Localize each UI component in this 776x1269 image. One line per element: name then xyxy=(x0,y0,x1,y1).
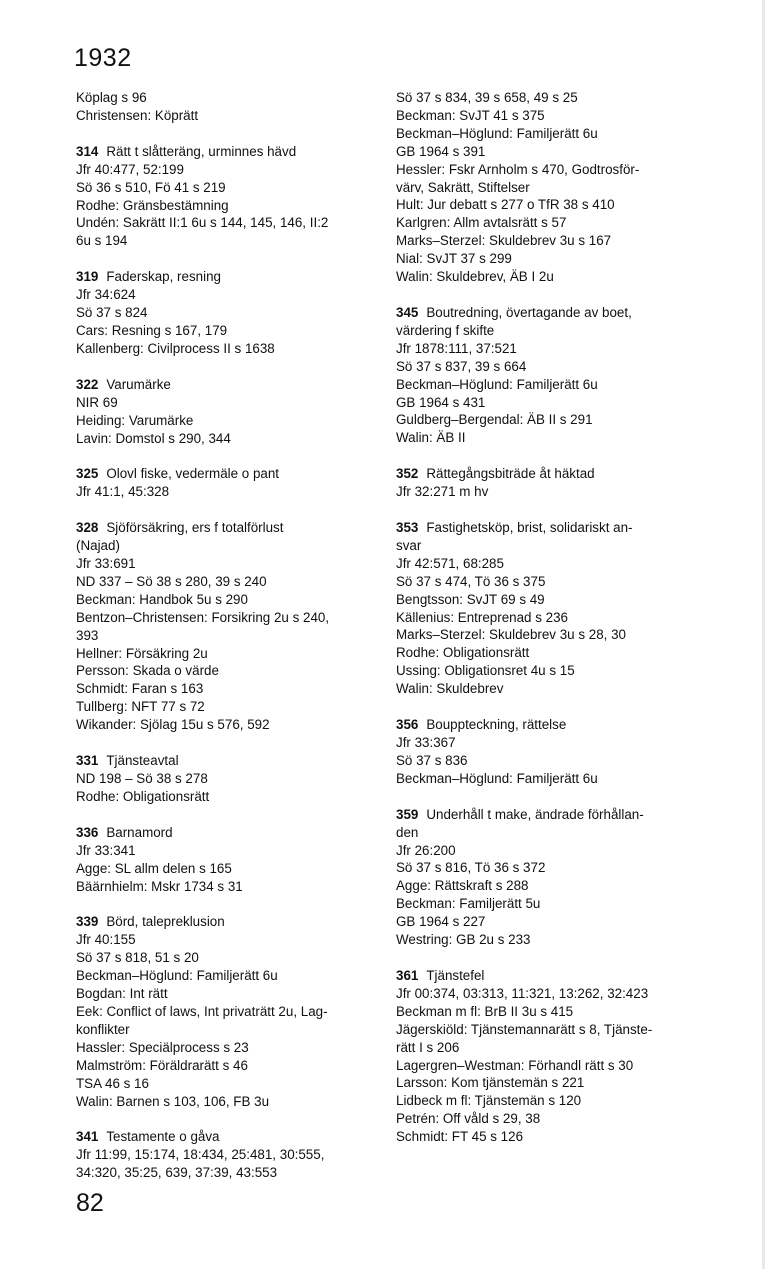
entry-reference-line xyxy=(76,179,376,197)
entry-text: Fastighetsköp, brist, solidariskt an- xyxy=(426,520,633,536)
entry-text: Bogdan: Int rätt xyxy=(76,986,168,1002)
entry-title-line xyxy=(396,89,681,107)
entry-text: Underhåll t make, ändrade förhållan- xyxy=(426,806,644,822)
entry-text: ND 198 – Sö 38 s 278 xyxy=(76,771,208,786)
entry-reference-line xyxy=(76,573,376,591)
entry-text: Jfr 1878:111, 37:521 xyxy=(396,340,517,356)
entry-reference-line xyxy=(76,985,376,1003)
entry-reference-line xyxy=(76,1057,376,1075)
case-entry xyxy=(76,268,376,358)
entry-text: Beckman: SvJT 41 s 375 xyxy=(396,107,545,123)
case-number: 341 xyxy=(76,1129,99,1145)
entry-text: Hessler: Fskr Arnholm s 470, Godtrosför- xyxy=(396,161,640,177)
entry-text: Guldberg–Bergendal: ÄB II s 291 xyxy=(396,412,593,428)
entry-reference-line xyxy=(76,304,376,322)
entry-text: Wikander: Sjölag 15u s 576, 592 xyxy=(76,717,270,733)
entry-reference-line xyxy=(76,430,376,448)
entry-title-line xyxy=(76,1128,376,1146)
entry-text: Sö 37 s 837, 39 s 664 xyxy=(396,358,527,374)
entry-title-line xyxy=(396,519,681,537)
case-number: 328 xyxy=(76,520,99,536)
entry-text: Hellner: Försäkring 2u xyxy=(76,645,208,661)
entry-text: Persson: Skada o värde xyxy=(76,663,219,679)
entry-text: Agge: SL allm delen s 165 xyxy=(76,860,232,876)
entry-text: värdering f skifte xyxy=(396,322,495,338)
case-entry xyxy=(76,465,376,501)
entry-text: Rodhe: Obligationsrätt xyxy=(76,788,210,804)
entry-reference-line xyxy=(396,877,681,895)
entry-text: Lidbeck m fl: Tjänstemän s 120 xyxy=(396,1093,582,1109)
entry-title-line xyxy=(396,304,681,322)
case-number: 345 xyxy=(396,304,419,320)
entry-reference-line xyxy=(396,429,681,447)
entry-text: Tullberg: NFT 77 s 72 xyxy=(76,699,205,715)
entry-text: Walin: Barnen s 103, 106, FB 3u xyxy=(76,1093,270,1109)
entry-title-line xyxy=(396,967,681,985)
entry-reference-line xyxy=(76,967,376,985)
entry-reference-line xyxy=(396,1003,681,1021)
entry-reference-line xyxy=(396,1039,681,1057)
entry-text: Sö 37 s 836 xyxy=(396,752,468,768)
entry-reference-line xyxy=(396,824,681,842)
entry-text: Jfr 11:99, 15:174, 18:434, 25:481, 30:555, xyxy=(76,1147,325,1163)
entry-reference-line xyxy=(76,1039,376,1057)
entry-text: Sö 37 s 818, 51 s 20 xyxy=(76,950,199,966)
entry-reference-line xyxy=(396,232,681,250)
entry-reference-line xyxy=(396,411,681,429)
case-number: 322 xyxy=(76,376,99,392)
entry-text: 393 xyxy=(76,627,99,643)
entry-reference-line xyxy=(396,1074,681,1092)
entry-reference-line xyxy=(76,1075,376,1093)
entry-reference-line xyxy=(76,645,376,663)
entry-text: Beckman–Höglund: Familjerätt 6u xyxy=(396,770,598,786)
entry-reference-line xyxy=(76,680,376,698)
entry-reference-line xyxy=(76,483,376,501)
page-edge-shadow xyxy=(762,0,765,1269)
case-number: 319 xyxy=(76,269,99,285)
entry-text: 34:320, 35:25, 639, 37:39, 43:553 xyxy=(76,1165,278,1181)
entry-text: Marks–Sterzel: Skuldebrev 3u s 167 xyxy=(396,233,612,249)
entry-text: Jfr 41:1, 45:328 xyxy=(76,484,170,500)
entry-text: Sjöförsäkring, ers f totalförlust xyxy=(106,520,284,536)
entry-text: Beckman: Familjerätt 5u xyxy=(396,896,541,912)
entry-reference-line xyxy=(396,931,681,949)
entry-title-line xyxy=(76,465,376,483)
entry-reference-line xyxy=(396,662,681,680)
entry-text: Faderskap, resning xyxy=(106,269,221,285)
entry-text: Malmström: Föräldrarätt s 46 xyxy=(76,1057,248,1073)
case-entry xyxy=(76,752,376,806)
entry-reference-line xyxy=(396,770,681,788)
entry-reference-line xyxy=(396,340,681,358)
entry-reference-line xyxy=(396,268,681,286)
entry-text: Tjänstefel xyxy=(426,967,485,983)
entry-text: Walin: ÄB II xyxy=(396,430,466,446)
entry-text: Varumärke xyxy=(106,376,171,392)
entry-reference-line xyxy=(396,842,681,860)
entry-text: Rodhe: Obligationsrätt xyxy=(396,645,530,661)
entry-text: rätt I s 206 xyxy=(396,1039,460,1055)
entry-reference-line xyxy=(396,1110,681,1128)
entry-text: Testamente o gåva xyxy=(106,1129,220,1145)
entry-text: Rättegångsbiträde åt häktad xyxy=(426,466,595,482)
case-entry xyxy=(396,806,681,949)
entry-text: Beckman–Höglund: Familjerätt 6u xyxy=(76,968,278,984)
entry-reference-line xyxy=(396,644,681,662)
entry-title-line xyxy=(76,268,376,286)
case-entry xyxy=(76,1128,376,1182)
entry-text: Beckman–Höglund: Familjerätt 6u xyxy=(396,376,598,392)
entry-text: Jfr 00:374, 03:313, 11:321, 13:262, 32:423 xyxy=(396,985,649,1001)
entry-title-line xyxy=(396,465,681,483)
page-number: 82 xyxy=(76,1189,104,1217)
entry-reference-line xyxy=(396,376,681,394)
case-entry xyxy=(76,913,376,1110)
entry-reference-line xyxy=(396,626,681,644)
entry-reference-line xyxy=(76,197,376,215)
entry-title-line xyxy=(76,89,376,107)
case-number: 339 xyxy=(76,914,99,930)
entry-text: Jägerskiöld: Tjänstemannarätt s 8, Tjänste- xyxy=(396,1021,653,1037)
case-number: 356 xyxy=(396,717,419,733)
case-number: 352 xyxy=(396,466,419,482)
page-year-heading: 1932 xyxy=(74,44,132,72)
case-entry xyxy=(396,967,681,1146)
entry-reference-line xyxy=(76,1146,376,1164)
entry-text: GB 1964 s 391 xyxy=(396,143,486,159)
case-entry xyxy=(396,465,681,501)
entry-reference-line xyxy=(396,573,681,591)
entry-text: TSA 46 s 16 xyxy=(76,1075,149,1091)
case-entry xyxy=(76,89,376,125)
entry-reference-line xyxy=(396,322,681,340)
entry-text: Bengtsson: SvJT 69 s 49 xyxy=(396,591,545,607)
entry-reference-line xyxy=(396,179,681,197)
entry-reference-line xyxy=(396,125,681,143)
entry-reference-line xyxy=(396,1092,681,1110)
entry-text: Källenius: Entreprenad s 236 xyxy=(396,609,568,625)
entry-reference-line xyxy=(396,895,681,913)
entry-reference-line xyxy=(396,394,681,412)
entry-reference-line xyxy=(76,698,376,716)
entry-text: konflikter xyxy=(76,1021,130,1037)
case-entry xyxy=(76,143,376,250)
entry-reference-line xyxy=(76,662,376,680)
entry-reference-line xyxy=(396,609,681,627)
entry-text: Barnamord xyxy=(106,824,173,840)
entry-title-line xyxy=(396,716,681,734)
entry-text: Jfr 42:571, 68:285 xyxy=(396,555,504,571)
entry-reference-line xyxy=(76,214,376,232)
entry-text: Sö 36 s 510, Fö 41 s 219 xyxy=(76,179,226,195)
entry-text: Undén: Sakrätt II:1 6u s 144, 145, 146, II:2 xyxy=(76,215,329,231)
entry-text: Jfr 26:200 xyxy=(396,842,456,858)
entry-text: Rätt t slåtteräng, urminnes hävd xyxy=(106,143,297,159)
entry-text: Eek: Conflict of laws, Int privaträtt 2u, Lag- xyxy=(76,1003,328,1019)
entry-reference-line xyxy=(76,627,376,645)
case-entry xyxy=(76,519,376,734)
case-number: 325 xyxy=(76,466,99,482)
entry-text: Hult: Jur debatt s 277 o TfR 38 s 410 xyxy=(396,197,615,213)
entry-text: Köplag s 96 xyxy=(76,90,147,105)
entry-title-line xyxy=(76,519,376,537)
entry-text: Olovl fiske, vedermäle o pant xyxy=(106,466,280,482)
entry-text: Heiding: Varumärke xyxy=(76,412,194,428)
entry-reference-line xyxy=(396,143,681,161)
entry-reference-line xyxy=(396,483,681,501)
entry-reference-line xyxy=(76,788,376,806)
entry-text: Sö 37 s 824 xyxy=(76,305,148,321)
entry-text: 6u s 194 xyxy=(76,233,128,249)
entry-reference-line xyxy=(76,860,376,878)
case-entry xyxy=(76,824,376,896)
entry-reference-line xyxy=(76,609,376,627)
entry-reference-line xyxy=(76,770,376,788)
entry-reference-line xyxy=(76,322,376,340)
entry-text: Tjänsteavtal xyxy=(106,753,179,769)
entry-reference-line xyxy=(76,555,376,573)
entry-reference-line xyxy=(76,842,376,860)
case-entry xyxy=(396,519,681,698)
entry-text: ND 337 – Sö 38 s 280, 39 s 240 xyxy=(76,573,267,589)
entry-text: Ussing: Obligationsret 4u s 15 xyxy=(396,663,575,679)
entry-text: Christensen: Köprätt xyxy=(76,107,199,123)
case-entry xyxy=(396,304,681,447)
entry-reference-line xyxy=(76,412,376,430)
entry-text: Beckman: Handbok 5u s 290 xyxy=(76,591,248,607)
case-entry xyxy=(76,376,376,448)
entry-reference-line xyxy=(76,931,376,949)
entry-text: Jfr 34:624 xyxy=(76,287,136,303)
entry-text: GB 1964 s 431 xyxy=(396,394,486,410)
entry-title-line xyxy=(76,913,376,931)
entry-reference-line xyxy=(76,716,376,734)
right-column xyxy=(396,89,681,1164)
entry-text: Kallenberg: Civilprocess II s 1638 xyxy=(76,340,275,356)
entry-reference-line xyxy=(396,358,681,376)
entry-text: Jfr 33:341 xyxy=(76,842,136,858)
entry-reference-line xyxy=(396,555,681,573)
entry-text: Walin: Skuldebrev xyxy=(396,681,504,697)
entry-text: Sö 37 s 474, Tö 36 s 375 xyxy=(396,573,546,589)
entry-text: Jfr 40:477, 52:199 xyxy=(76,161,184,177)
case-number: 361 xyxy=(396,967,419,983)
entry-text: Lagergren–Westman: Förhandl rätt s 30 xyxy=(396,1057,634,1073)
entry-text: NIR 69 xyxy=(76,394,118,410)
entry-reference-line xyxy=(396,214,681,232)
entry-reference-line xyxy=(76,340,376,358)
entry-text: (Najad) xyxy=(76,538,120,554)
case-number: 336 xyxy=(76,824,99,840)
case-number: 353 xyxy=(396,520,419,536)
entry-text: svar xyxy=(396,537,422,553)
entry-text: Jfr 32:271 m hv xyxy=(396,484,489,500)
entry-reference-line xyxy=(396,734,681,752)
entry-text: Bäärnhielm: Mskr 1734 s 31 xyxy=(76,878,243,894)
entry-title-line xyxy=(396,806,681,824)
case-number: 331 xyxy=(76,753,99,769)
entry-reference-line xyxy=(76,394,376,412)
case-entry xyxy=(396,716,681,788)
entry-text: Bentzon–Christensen: Forsikring 2u s 240, xyxy=(76,609,330,625)
entry-reference-line xyxy=(396,591,681,609)
entry-reference-line xyxy=(396,859,681,877)
entry-reference-line xyxy=(396,752,681,770)
entry-text: den xyxy=(396,824,419,840)
entry-title-line xyxy=(76,752,376,770)
entry-text: Petrén: Off våld s 29, 38 xyxy=(396,1111,541,1127)
entry-reference-line xyxy=(396,250,681,268)
entry-text: Beckman m fl: BrB II 3u s 415 xyxy=(396,1003,574,1019)
entry-text: Lavin: Domstol s 290, 344 xyxy=(76,430,231,446)
entry-reference-line xyxy=(76,1164,376,1182)
entry-text: Marks–Sterzel: Skuldebrev 3u s 28, 30 xyxy=(396,627,626,643)
entry-reference-line xyxy=(396,107,681,125)
entry-text: Börd, talepreklusion xyxy=(106,914,225,930)
entry-reference-line xyxy=(76,286,376,304)
entry-title-line xyxy=(76,376,376,394)
entry-text: Sö 37 s 816, Tö 36 s 372 xyxy=(396,860,546,876)
entry-text: Beckman–Höglund: Familjerätt 6u xyxy=(396,125,598,141)
entry-reference-line xyxy=(76,1093,376,1111)
entry-reference-line xyxy=(76,1003,376,1021)
entry-reference-line xyxy=(396,1128,681,1146)
entry-reference-line xyxy=(76,161,376,179)
entry-reference-line xyxy=(396,913,681,931)
entry-reference-line xyxy=(396,680,681,698)
entry-reference-line xyxy=(76,107,376,125)
entry-text: Sö 37 s 834, 39 s 658, 49 s 25 xyxy=(396,90,578,105)
entry-text: Schmidt: Faran s 163 xyxy=(76,681,204,697)
entry-reference-line xyxy=(76,591,376,609)
left-column xyxy=(76,89,376,1200)
entry-text: Rodhe: Gränsbestämning xyxy=(76,197,229,213)
entry-text: Karlgren: Allm avtalsrätt s 57 xyxy=(396,215,567,231)
entry-text: Boutredning, övertagande av boet, xyxy=(426,304,632,320)
entry-text: Agge: Rättskraft s 288 xyxy=(396,878,529,894)
entry-text: Jfr 40:155 xyxy=(76,932,136,948)
entry-text: värv, Sakrätt, Stiftelser xyxy=(396,179,530,195)
entry-reference-line xyxy=(76,232,376,250)
entry-text: Nial: SvJT 37 s 299 xyxy=(396,251,512,267)
entry-reference-line xyxy=(76,949,376,967)
entry-text: GB 1964 s 227 xyxy=(396,914,486,930)
entry-title-line xyxy=(76,824,376,842)
entry-reference-line xyxy=(76,1021,376,1039)
case-number: 314 xyxy=(76,143,99,159)
case-entry xyxy=(396,89,681,286)
entry-text: Jfr 33:367 xyxy=(396,735,456,750)
entry-reference-line xyxy=(76,537,376,555)
entry-text: Jfr 33:691 xyxy=(76,556,136,572)
entry-reference-line xyxy=(76,878,376,896)
case-number: 359 xyxy=(396,806,419,822)
entry-reference-line xyxy=(396,985,681,1003)
entry-text: Hassler: Speciälprocess s 23 xyxy=(76,1039,249,1055)
entry-text: Westring: GB 2u s 233 xyxy=(396,932,531,948)
entry-reference-line xyxy=(396,161,681,179)
entry-reference-line xyxy=(396,1057,681,1075)
entry-text: Bouppteckning, rättelse xyxy=(426,717,567,733)
entry-text: Larsson: Kom tjänstemän s 221 xyxy=(396,1075,585,1091)
entry-reference-line xyxy=(396,1021,681,1039)
entry-text: Cars: Resning s 167, 179 xyxy=(76,322,228,338)
entry-reference-line xyxy=(396,537,681,555)
entry-title-line xyxy=(76,143,376,161)
entry-text: Walin: Skuldebrev, ÄB I 2u xyxy=(396,269,554,285)
entry-text: Schmidt: FT 45 s 126 xyxy=(396,1129,524,1145)
entry-reference-line xyxy=(396,196,681,214)
